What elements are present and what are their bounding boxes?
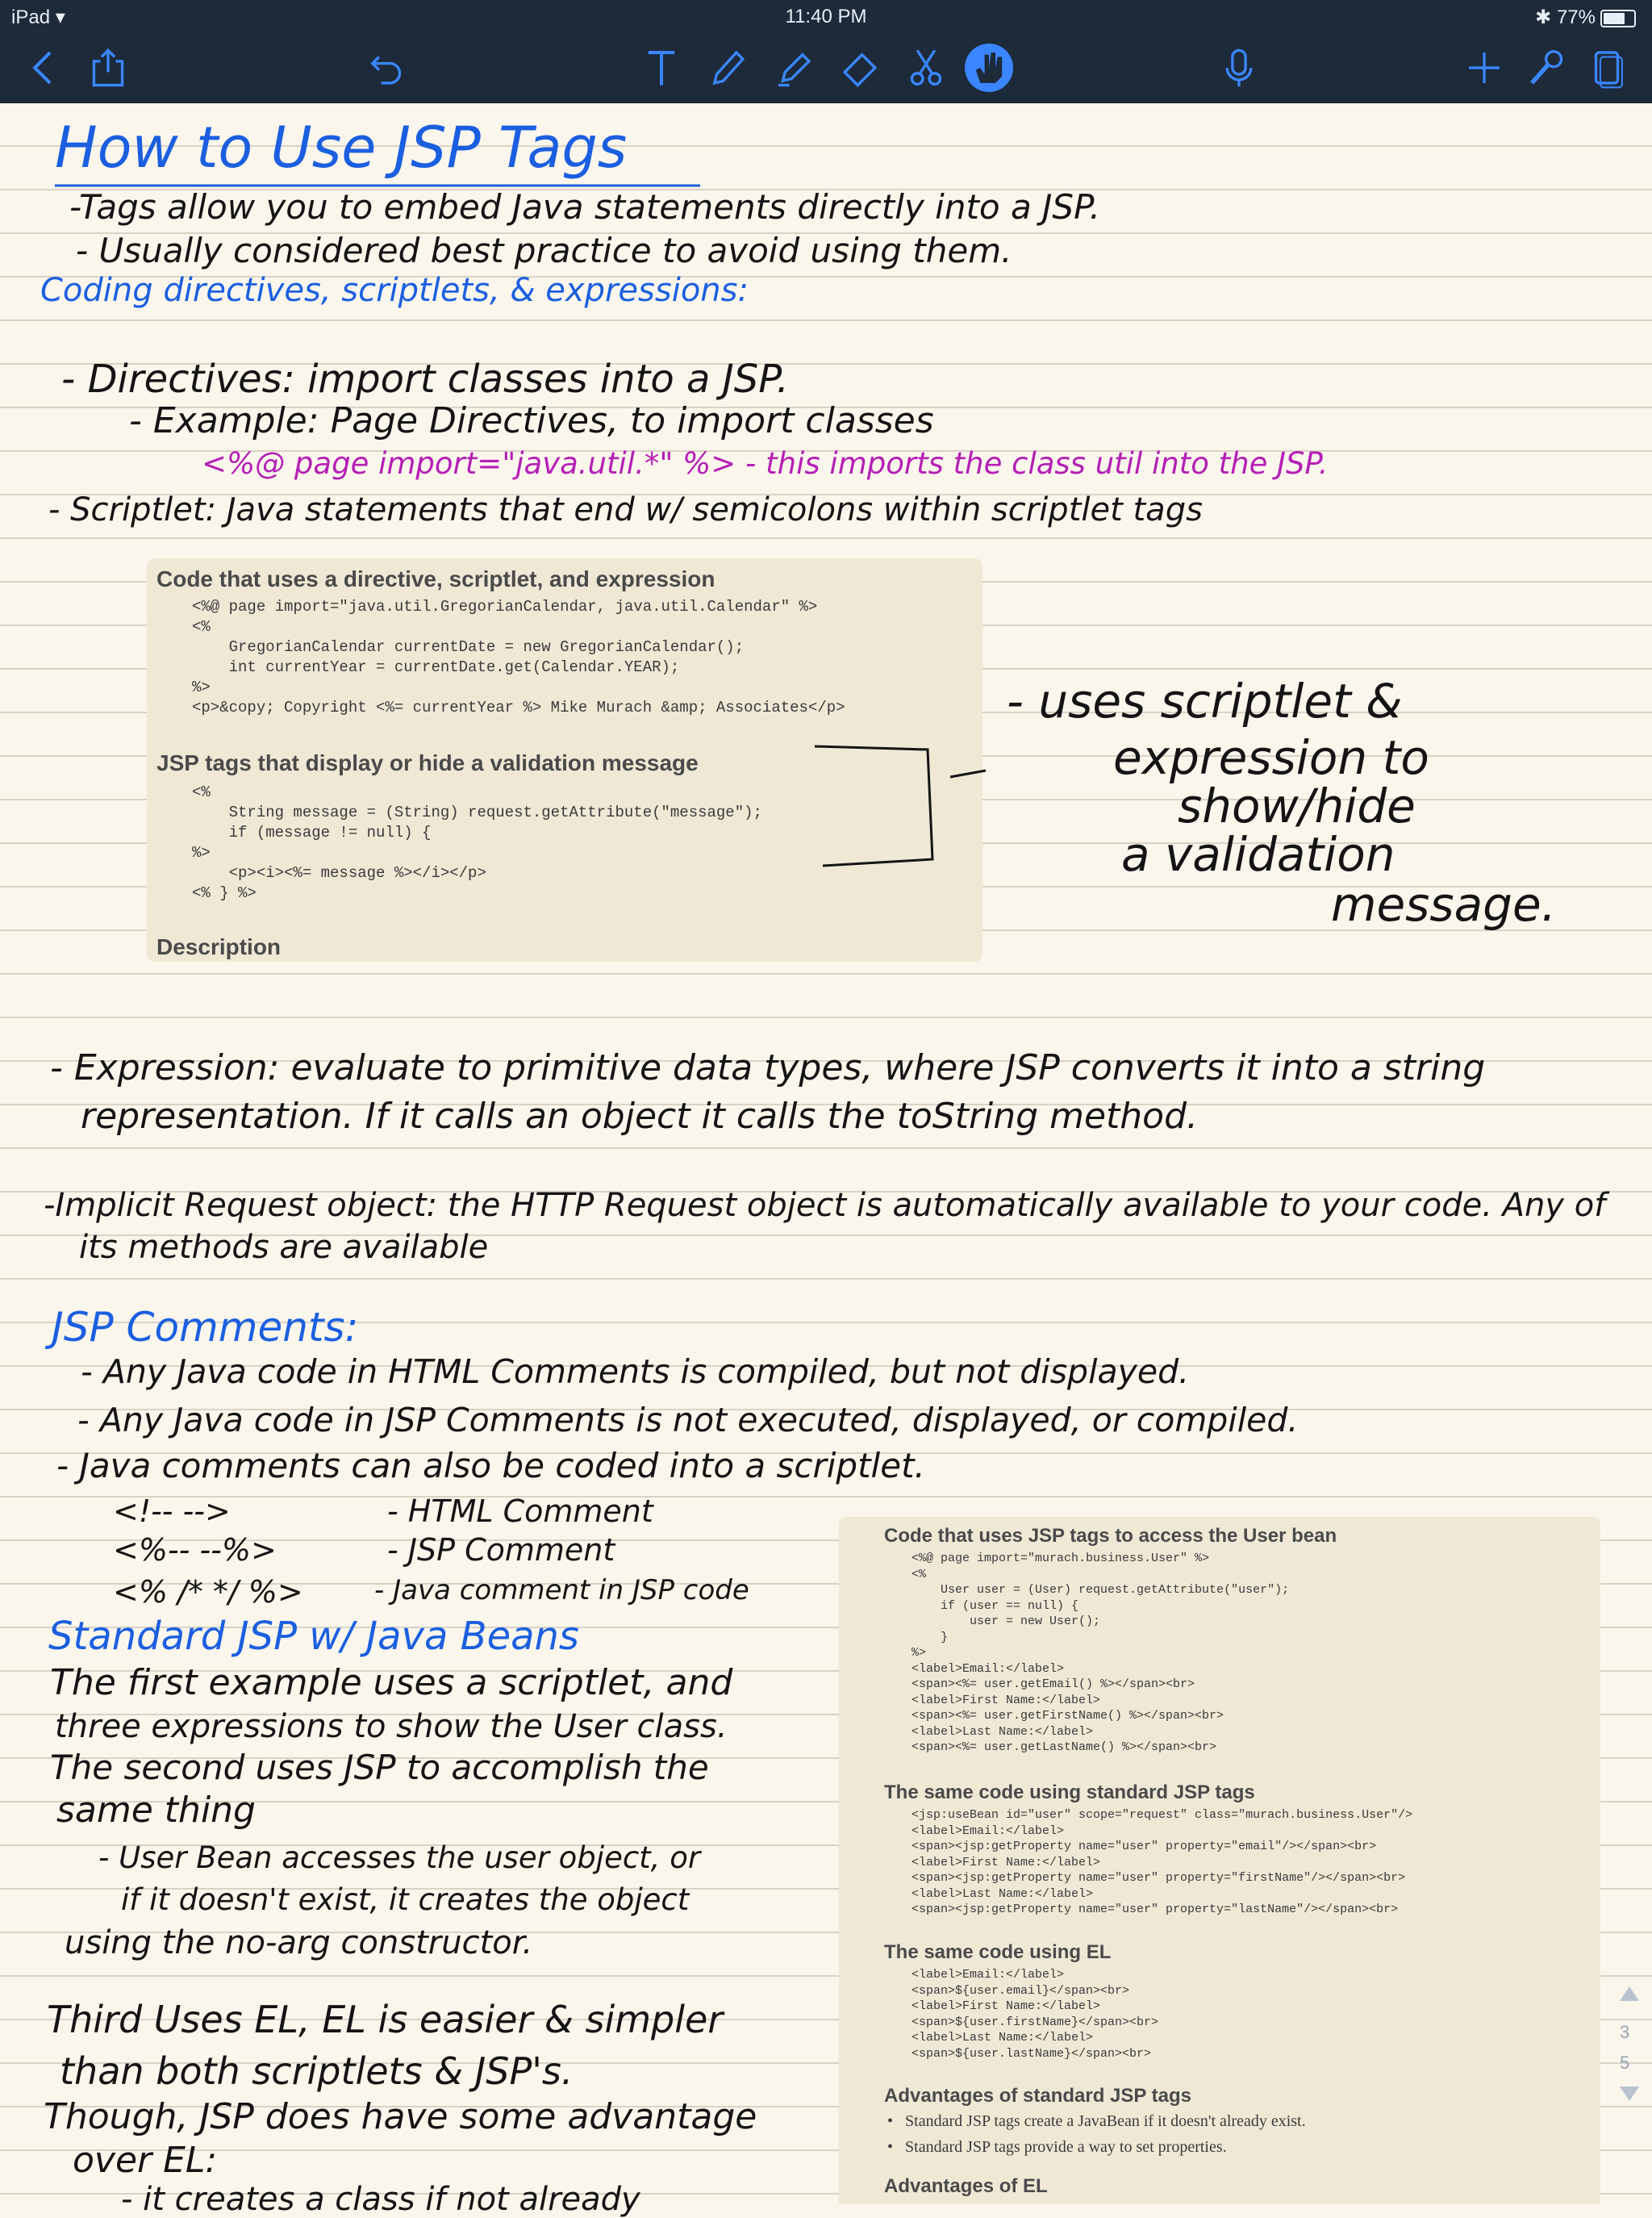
side-note: message.: [1331, 877, 1557, 932]
undo-icon[interactable]: [361, 44, 410, 92]
note-line: using the no-arg constructor.: [65, 1924, 533, 1961]
add-icon[interactable]: [1460, 44, 1508, 92]
card-heading: Code that uses a directive, scriptlet, and expression: [156, 566, 715, 591]
comment-label: - Java comment in JSP code: [374, 1574, 749, 1606]
note-line: - User Bean accesses the user object, or: [98, 1840, 701, 1875]
comment-label: - HTML Comment: [387, 1493, 653, 1529]
battery-icon: [1600, 10, 1636, 27]
note-line: -Tags allow you to embed Java statements directly into a JSP.: [69, 187, 1100, 227]
card-heading: JSP tags that display or hide a validation message: [156, 750, 699, 775]
note-line: than both scriptlets & JSP's.: [60, 2049, 574, 2093]
lasso-tool-icon[interactable]: [902, 44, 950, 92]
note-line: same thing: [56, 1790, 256, 1831]
comment-syntax: <% /* */ %>: [113, 1574, 303, 1610]
note-line: - Any Java code in HTML Comments is compiled, but not displayed.: [81, 1352, 1190, 1391]
note-heading: Standard JSP w/ Java Beans: [48, 1614, 579, 1659]
code-block-jsptags: <jsp:useBean id="user" scope="request" class="murach.business.User"/> <label>Email:</label> <span><jsp:getProperty name="user" property="email"/></span><br> <label>First Name:</label> <span><jsp:getProperty name="user" property="firstName"/></span><br> <label>Last Name:</label> <span><jsp:getProperty name="user" property="lastName"/></span><br>: [912, 1808, 1413, 1916]
app-toolbar: [0, 32, 1652, 103]
clock: 11:40 PM: [785, 6, 867, 27]
battery-status: ✱ 77%: [1535, 6, 1636, 29]
bluetooth-icon: ✱: [1535, 6, 1552, 28]
device-label: iPad ▾: [11, 6, 65, 28]
note-line: - Directives: import classes into a JSP.: [61, 357, 789, 402]
note-line: - Example: Page Directives, to import classes: [129, 400, 934, 441]
page-navigator[interactable]: [1613, 1985, 1646, 2130]
note-line: its methods are available: [79, 1229, 489, 1266]
code-block-directive: <%@ page import="java.util.GregorianCalendar, java.util.Calendar" %> <% GregorianCalendar currentDate = new GregorianCalendar(); int currentYear = currentDate.get(Calendar.YEAR); %> <p>&copy; Copyright <%= currentYear %> Mike Murach &amp; Associates</p>: [192, 598, 845, 716]
microphone-icon[interactable]: [1215, 44, 1263, 92]
card-heading: Advantages of standard JSP tags: [884, 2085, 1191, 2107]
back-icon[interactable]: [19, 44, 68, 92]
note-heading: Coding directives, scriptlets, & expressions:: [40, 272, 749, 309]
card-heading: The same code using standard JSP tags: [884, 1782, 1255, 1803]
total-pages: 5: [1620, 2053, 1630, 2073]
note-line: three expressions to show the User class.: [55, 1708, 728, 1745]
note-line: - Any Java code in JSP Comments is not executed, displayed, or compiled.: [77, 1401, 1299, 1439]
code-block-el: <label>Email:</label> <span>${user.email}</span><br> <label>First Name:</label> <span>${user.firstName}</span><br> <label>Last Name:</label> <span>${user.lastName}</span><br>: [912, 1968, 1159, 2061]
current-page: 3: [1620, 2022, 1630, 2042]
side-note: expression to: [1113, 730, 1429, 785]
note-line: - Usually considered best practice to avoid using them.: [76, 231, 1012, 270]
status-bar: [0, 0, 1652, 32]
hand-tool-icon[interactable]: [965, 44, 1013, 92]
comment-syntax: <%-- --%>: [113, 1532, 277, 1568]
highlighter-tool-icon[interactable]: [770, 44, 818, 92]
code-block-scriptlet: <%@ page import="murach.business.User" %> <% User user = (User) request.getAttribute("user"); if (user == null) { user = new User(); } %> <label>Email:</label> <span><%= user.getEmail() %></span><br> <label>First Name:</label> <span><%= user.getFirstName() %></span><br> <label>Last Name:</label> <span><%= user.getLastName() %></span><br>: [912, 1552, 1290, 1754]
note-line-purple: <%@ page import="java.util.*" %> - this imports the class util into the JSP.: [202, 446, 1329, 481]
page-down-icon[interactable]: [1618, 2085, 1641, 2106]
note-line: Third Uses EL, EL is easier & simpler: [47, 1998, 724, 2041]
card-heading: Advantages of EL: [884, 2175, 1048, 2197]
note-title: How to Use JSP Tags: [55, 115, 628, 181]
pages-icon[interactable]: [1583, 44, 1631, 92]
share-icon[interactable]: [84, 44, 132, 92]
note-line: - Java comments can also be coded into a scriptlet.: [56, 1446, 925, 1485]
note-line: Though, JSP does have some advantage: [44, 2096, 757, 2137]
note-line: -Implicit Request object: the HTTP Request object is automatically available to your code. Any of: [44, 1187, 1606, 1224]
wifi-icon: ▾: [55, 6, 65, 28]
settings-icon[interactable]: [1523, 44, 1571, 92]
note-line: - Expression: evaluate to primitive data types, where JSP converts it into a string: [50, 1047, 1486, 1088]
page-up-icon[interactable]: [1618, 1985, 1641, 2006]
note-line: The second uses JSP to accomplish the: [50, 1748, 709, 1787]
note-line: The first example uses a scriptlet, and: [50, 1662, 733, 1703]
pen-tool-icon[interactable]: [703, 44, 752, 92]
side-note: a validation: [1121, 827, 1395, 882]
card-heading: Code that uses JSP tags to access the User bean: [884, 1525, 1337, 1547]
list-item: • Standard JSP tags provide a way to set properties.: [887, 2138, 1227, 2156]
comment-syntax: <!-- -->: [113, 1493, 231, 1529]
list-item: • Standard JSP tags create a JavaBean if it doesn't already exist.: [887, 2112, 1306, 2130]
comment-label: - JSP Comment: [387, 1532, 615, 1568]
side-note: - uses scriptlet &: [1007, 674, 1403, 729]
eraser-tool-icon[interactable]: [836, 44, 884, 92]
note-line: if it doesn't exist, it creates the object: [121, 1882, 690, 1917]
note-line: - it creates a class if not already: [121, 2181, 640, 2218]
note-line: over EL:: [73, 2140, 218, 2181]
text-tool-icon[interactable]: [637, 44, 686, 92]
note-heading: JSP Comments:: [52, 1304, 359, 1351]
code-block-validation: <% String message = (String) request.getAttribute("message"); if (message != null) { %> <p><i><%= message %></i></p> <% } %>: [192, 783, 762, 902]
card-heading: Description: [156, 934, 282, 959]
card-heading: The same code using EL: [884, 1941, 1112, 1963]
side-note: show/hide: [1178, 779, 1416, 833]
note-line: - Scriptlet: Java statements that end w/ semicolons within scriptlet tags: [48, 491, 1203, 528]
bracket-annotation: [807, 738, 992, 875]
note-line: representation. If it calls an object it calls the toString method.: [81, 1096, 1198, 1137]
